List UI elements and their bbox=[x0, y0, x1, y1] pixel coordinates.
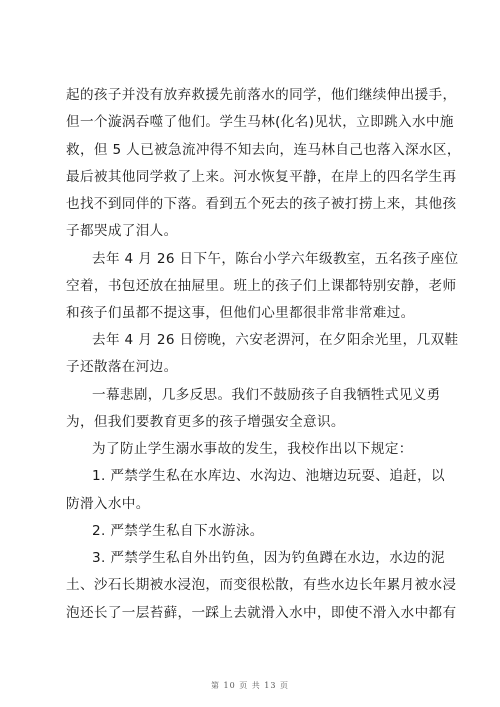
text-line: 1. 严禁学生私在水库边、水沟边、池塘边玩耍、追赶，以 bbox=[92, 468, 445, 484]
text-line: 3. 严禁学生私自外出钓鱼，因为钓鱼蹲在水边，水边的泥 bbox=[92, 550, 445, 566]
text-line: 但一个漩涡吞噬了他们。学生马林(化名)见状，立即跳入水中施 bbox=[66, 114, 454, 130]
text-line: 为，但我们要教育更多的孩子增强安全意识。 bbox=[66, 414, 345, 430]
text-line: 最后被其他同学救了上来。河水恢复平静，在岸上的四名学生再 bbox=[66, 169, 457, 185]
text-line: 2. 严禁学生私自下水游泳。 bbox=[92, 523, 264, 539]
text-line: 和孩子们虽都不提这事，但他们心里都很非常非常难过。 bbox=[66, 305, 415, 321]
text-line: 为了防止学生溺水事故的发生，我校作出以下规定： bbox=[92, 441, 413, 457]
text-line: 子还散落在河边。 bbox=[66, 359, 178, 375]
text-line: 起的孩子并没有放弃救援先前落水的同学，他们继续伸出援手， bbox=[66, 87, 457, 103]
text-line: 子都哭成了泪人。 bbox=[66, 223, 178, 239]
text-line: 防滑入水中。 bbox=[66, 496, 150, 512]
text-line: 空着，书包还放在抽屉里。班上的孩子们上课都特别安静，老师 bbox=[66, 278, 457, 294]
text-line: 泡还长了一层苔藓，一踩上去就滑入水中，即使不滑入水中都有 bbox=[66, 605, 457, 621]
text-line: 去年 4 月 26 日下午，陈台小学六年级教室，五名孩子座位 bbox=[92, 251, 459, 267]
text-line: 救，但 5 人已被急流冲得不知去向，连马林自己也落入深水区， bbox=[66, 142, 461, 158]
text-line: 土、沙石长期被水浸泡，而变很松散，有些水边长年累月被水浸 bbox=[66, 577, 457, 593]
text-line: 也找不到同伴的下落。看到五个死去的孩子被打捞上来，其他孩 bbox=[66, 196, 457, 212]
text-line: 一幕悲剧，几多反思。我们不鼓励孩子自我牺牲式见义勇 bbox=[92, 387, 441, 403]
text-line: 去年 4 月 26 日傍晚，六安老淠河，在夕阳余光里，几双鞋 bbox=[92, 332, 459, 348]
page-number-footer: 第 10 页 共 13 页 bbox=[210, 681, 290, 690]
